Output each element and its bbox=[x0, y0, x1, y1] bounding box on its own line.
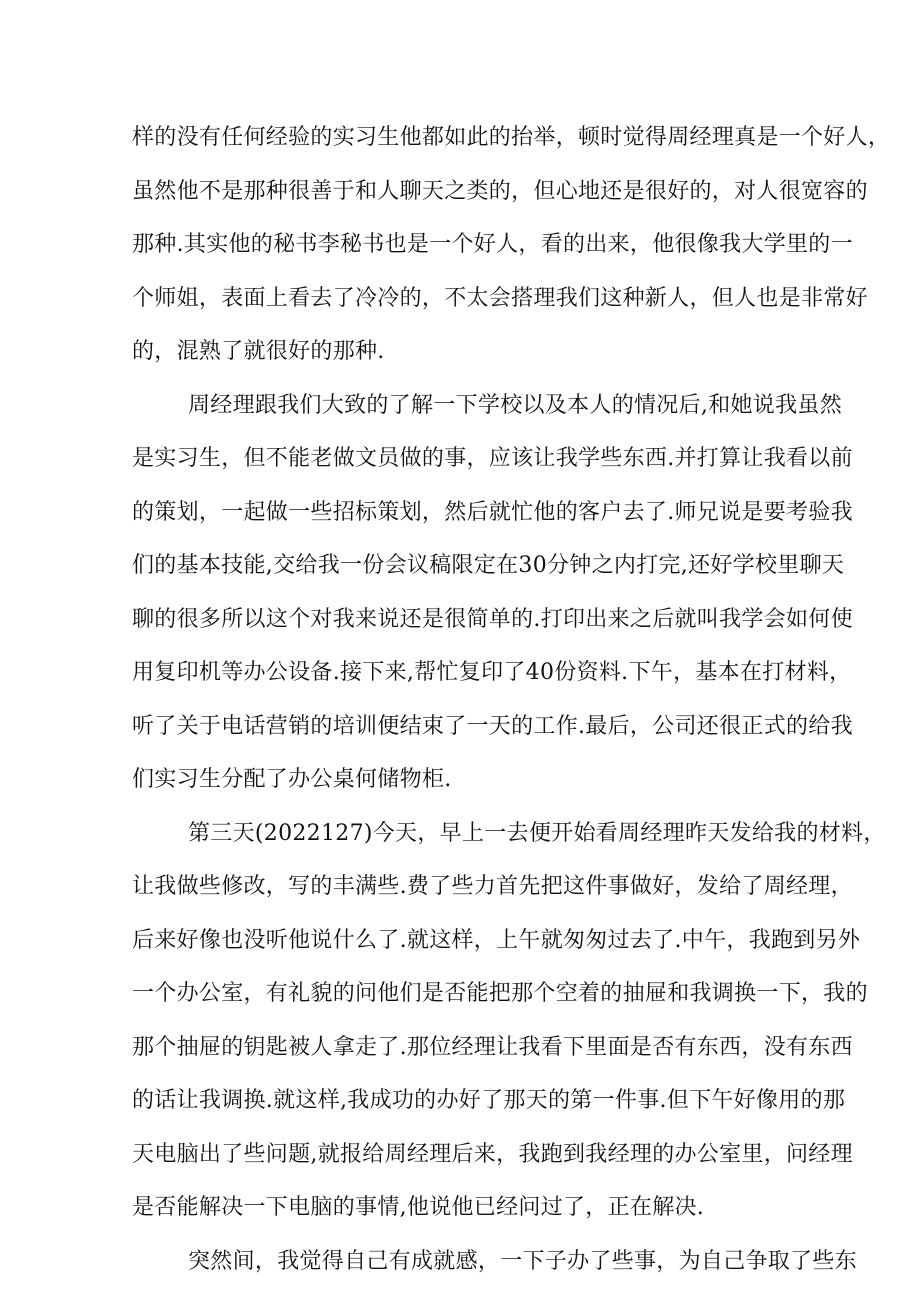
text-line: 听了关于电话营销的培训便结束了一天的工作.最后，公司还很正式的给我 bbox=[132, 714, 853, 739]
text-line: 用复印机等办公设备.接下来,帮忙复印了40份资料.下午，基本在打材料， bbox=[132, 660, 852, 685]
paragraph-start-line: 第三天(2022127)今天，早上一去便开始看周经理昨天发给我的材料， bbox=[188, 821, 886, 846]
text-line: 后来好像也没听他说什么了.就这样，上午就匆匆过去了.中午，我跑到另外 bbox=[132, 928, 861, 953]
text-line: 是否能解决一下电脑的事情,他说他已经问过了，正在解决. bbox=[132, 1195, 705, 1220]
text-line: 是实习生，但不能老做文员做的事，应该让我学些东西.并打算让我看以前 bbox=[132, 446, 853, 471]
text-line: 的，混熟了就很好的那种. bbox=[132, 339, 385, 364]
text-line: 个师姐，表面上看去了冷冷的，不太会搭理我们这种新人，但人也是非常好 bbox=[132, 286, 868, 311]
text-line: 让我做些修改，写的丰满些.费了些力首先把这件事做好，发给了周经理， bbox=[132, 874, 853, 899]
text-line: 那种.其实他的秘书李秘书也是一个好人，看的出来，他很像我大学里的一 bbox=[132, 232, 853, 257]
text-line: 一个办公室，有礼貌的问他们是否能把那个空着的抽屉和我调换一下，我的 bbox=[132, 981, 868, 1006]
paragraph-start-line: 突然间，我觉得自己有成就感，一下子办了些事，为自己争取了些东 bbox=[188, 1249, 858, 1274]
text-line: 那个抽屉的钥匙被人拿走了.那位经理让我看下里面是否有东西，没有东西 bbox=[132, 1035, 853, 1060]
text-line: 天电脑出了些问题,就报给周经理后来，我跑到我经理的办公室里，问经理 bbox=[132, 1142, 853, 1167]
text-line: 们的基本技能,交给我一份会议稿限定在30分钟之内打完,还好学校里聊天 bbox=[132, 553, 845, 578]
text-line: 样的没有任何经验的实习生他都如此的抬举，顿时觉得周经理真是一个好人， bbox=[132, 125, 891, 150]
text-line: 的策划，一起做一些招标策划，然后就忙他的客户去了.师兄说是要考验我 bbox=[132, 500, 853, 525]
text-line: 们实习生分配了办公桌何储物柜. bbox=[132, 767, 452, 792]
text-line: 虽然他不是那种很善于和人聊天之类的，但心地还是很好的，对人很宽容的 bbox=[132, 179, 868, 204]
text-line: 的话让我调换.就这样,我成功的办好了那天的第一件事.但下午好像用的那 bbox=[132, 1088, 846, 1113]
text-line: 聊的很多所以这个对我来说还是很简单的.打印出来之后就叫我学会如何使 bbox=[132, 607, 853, 632]
paragraph-start-line: 周经理跟我们大致的了解一下学校以及本人的情况后,和她说我虽然 bbox=[188, 393, 842, 418]
